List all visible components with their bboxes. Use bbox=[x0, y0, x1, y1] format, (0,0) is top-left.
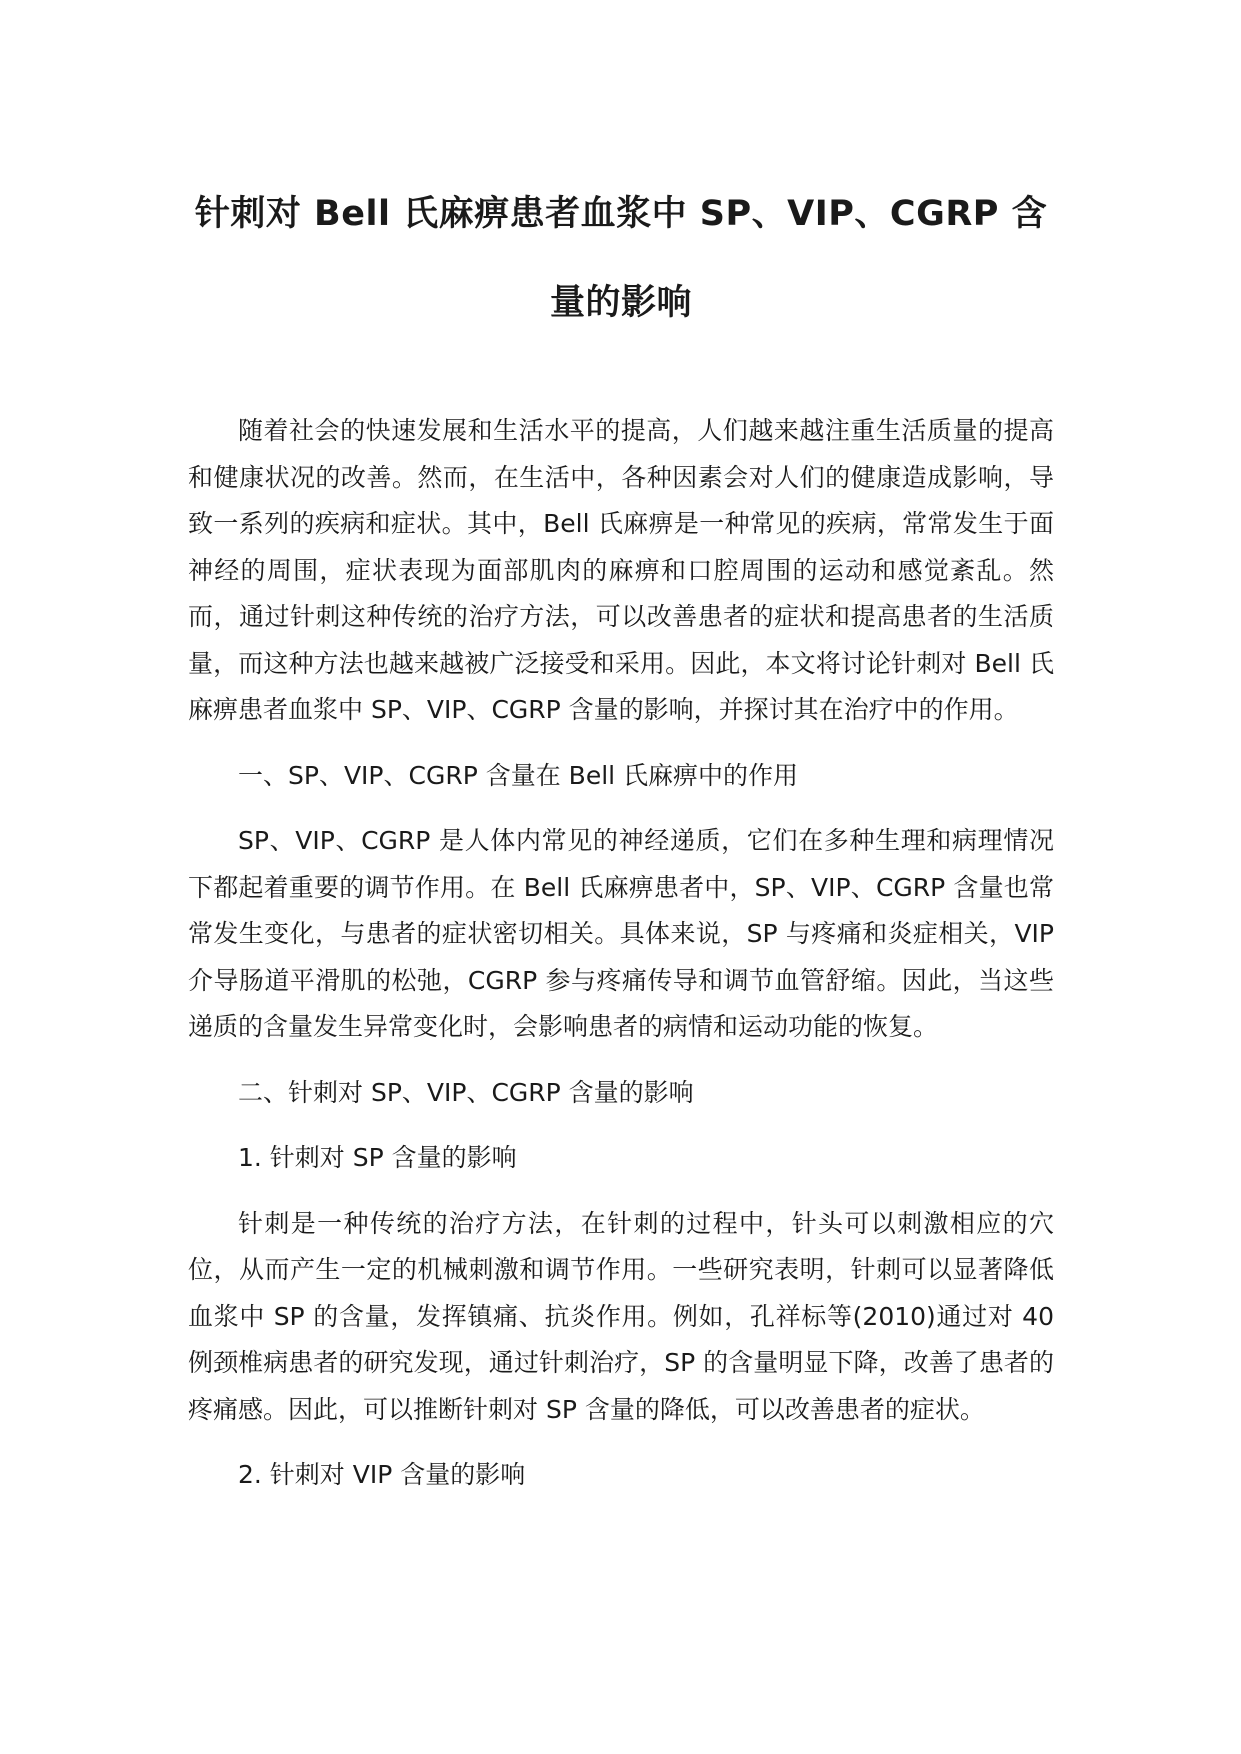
section-heading-1: 一、SP、VIP、CGRP 含量在 Bell 氏麻痹中的作用 bbox=[238, 760, 799, 790]
subsection-heading-sp: 1. 针刺对 SP 含量的影响 bbox=[238, 1143, 517, 1172]
intro-paragraph: 随着社会的快速发展和生活水平的提高，人们越来越注重生活质量的提高和健康状况的改善。然而，在生活中，各种因素会对人们的健康造成影响，导致一系列的疾病和症状。其中，Bell 氏麻痹是一种常见的疾病，常常发生于面神经的周围，症状表现为面部肌肉的麻痹和口腔周围的运动和感觉紊乱。然而，通过针刺这种传统的治疗方法，可以改善患者的症状和提高患者的生活质量，而这种方法也越来越被广泛接受和采用。因此，本文将讨论针刺对 Bell 氏麻痹患者血浆中 SP、VIP、CGRP 含量的影响，并探讨其在治疗中的作用。 bbox=[188, 416, 1054, 724]
document-page bbox=[188, 170, 1054, 1499]
section-heading-2: 二、针刺对 SP、VIP、CGRP 含量的影响 bbox=[238, 1077, 694, 1107]
document-body bbox=[188, 408, 1054, 1499]
subsection-heading-vip: 2. 针刺对 VIP 含量的影响 bbox=[238, 1460, 526, 1489]
document-title: 针刺对 Bell 氏麻痹患者血浆中 SP、VIP、CGRP 含量的影响 bbox=[194, 194, 1048, 323]
subsection-sp-paragraph: 针刺是一种传统的治疗方法，在针刺的过程中，针头可以刺激相应的穴位，从而产生一定的机械刺激和调节作用。一些研究表明，针刺可以显著降低血浆中 SP 的含量，发挥镇痛、抗炎作用。例如，孔祥标等(2010)通过对 40 例颈椎病患者的研究发现，通过针刺治疗，SP 的含量明显下降，改善了患者的疼痛感。因此，可以推断针刺对 SP 含量的降低，可以改善患者的症状。 bbox=[188, 1208, 1054, 1424]
section-1-paragraph: SP、VIP、CGRP 是人体内常见的神经递质，它们在多种生理和病理情况下都起着重要的调节作用。在 Bell 氏麻痹患者中，SP、VIP、CGRP 含量也常常发生变化，与患者的症状密切相关。具体来说，SP 与疼痛和炎症相关，VIP 介导肠道平滑肌的松弛，CGRP 参与疼痛传导和调节血管舒缩。因此，当这些递质的含量发生异常变化时，会影响患者的病情和运动功能的恢复。 bbox=[188, 826, 1054, 1041]
